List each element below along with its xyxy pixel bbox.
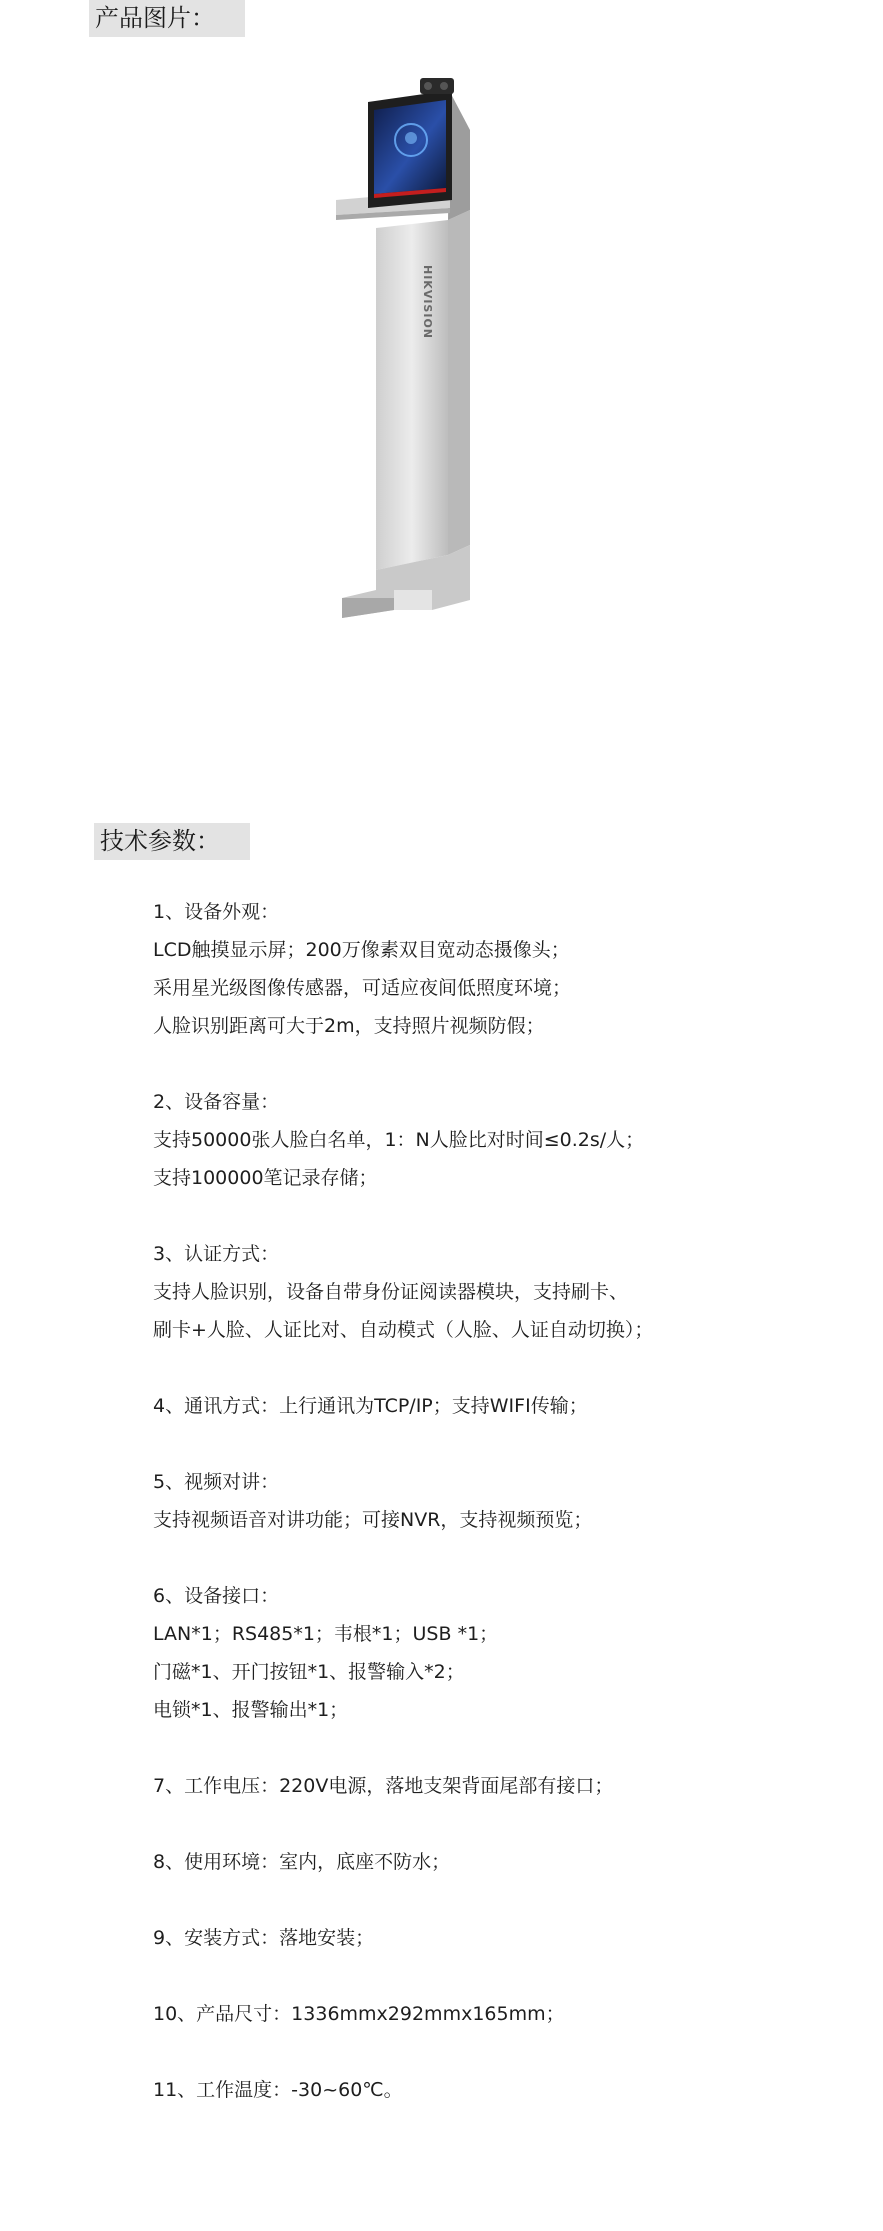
pole-front (376, 220, 448, 570)
spec-item-title: 3、认证方式： (153, 1243, 280, 1265)
spec-item (153, 1919, 873, 1957)
pole-side (448, 210, 470, 555)
spec-item (153, 1995, 873, 2033)
spec-item (153, 1577, 873, 1729)
base-foot-gap (394, 590, 432, 610)
spec-item (153, 1767, 873, 1805)
spec-item-title: 8、使用环境：室内，底座不防水； (153, 1851, 451, 1873)
tech-spec-heading: 技术参数： (94, 823, 250, 860)
spec-item-title: 1、设备外观： (153, 901, 280, 923)
spec-list (153, 893, 873, 2147)
spec-item (153, 2071, 873, 2109)
spec-item (153, 1235, 873, 1349)
camera-lens-icon (424, 82, 432, 90)
spec-item-line: LCD触摸显示屏；200万像素双目宽动态摄像头； (153, 939, 570, 961)
spec-item (153, 1387, 873, 1425)
product-image (320, 70, 490, 682)
spec-item-line: 支持视频语音对讲功能；可接NVR，支持视频预览； (153, 1509, 593, 1531)
spec-item-title: 11、工作温度：-30~60℃。 (153, 2079, 403, 2101)
spec-item-title: 2、设备容量： (153, 1091, 280, 1113)
spec-item (153, 1083, 873, 1197)
face-head-icon (405, 132, 417, 144)
spec-item-line: 支持人脸识别，设备自带身份证阅读器模块，支持刷卡、 (153, 1281, 629, 1303)
base-foot-front (342, 598, 394, 618)
spec-item (153, 1463, 873, 1539)
spec-item (153, 1843, 873, 1881)
product-photo-heading: 产品图片： (89, 0, 245, 37)
spec-item-line: 采用星光级图像传感器，可适应夜间低照度环境； (153, 977, 572, 999)
camera-lens-icon (440, 82, 448, 90)
spec-item-line: 支持100000笔记录存储； (153, 1167, 378, 1189)
spec-item-title: 4、通讯方式：上行通讯为TCP/IP；支持WIFI传输； (153, 1395, 588, 1417)
spec-item-title: 9、安装方式：落地安装； (153, 1927, 375, 1949)
screen-display (374, 100, 446, 194)
spec-item-title: 5、视频对讲： (153, 1471, 280, 1493)
spec-item-line: 电锁*1、报警输出*1； (153, 1699, 349, 1721)
spec-item-line: 刷卡+人脸、人证比对、自动模式（人脸、人证自动切换）； (153, 1319, 654, 1341)
spec-item-title: 10、产品尺寸：1336mmx292mmx165mm； (153, 2003, 565, 2025)
spec-item-line: 支持50000张人脸白名单，1：N人脸比对时间≤0.2s/人； (153, 1129, 645, 1151)
spec-item-line: 门磁*1、开门按钮*1、报警输入*2； (153, 1661, 465, 1683)
spec-item (153, 893, 873, 1045)
spec-item-line: 人脸识别距离可大于2m，支持照片视频防假； (153, 1015, 545, 1037)
spec-item-title: 6、设备接口： (153, 1585, 280, 1607)
spec-item-line: LAN*1；RS485*1；韦根*1；USB *1； (153, 1623, 499, 1645)
spec-item-title: 7、工作电压：220V电源，落地支架背面尾部有接口； (153, 1775, 614, 1797)
brand-logo-text: HIKVISION (421, 265, 434, 340)
